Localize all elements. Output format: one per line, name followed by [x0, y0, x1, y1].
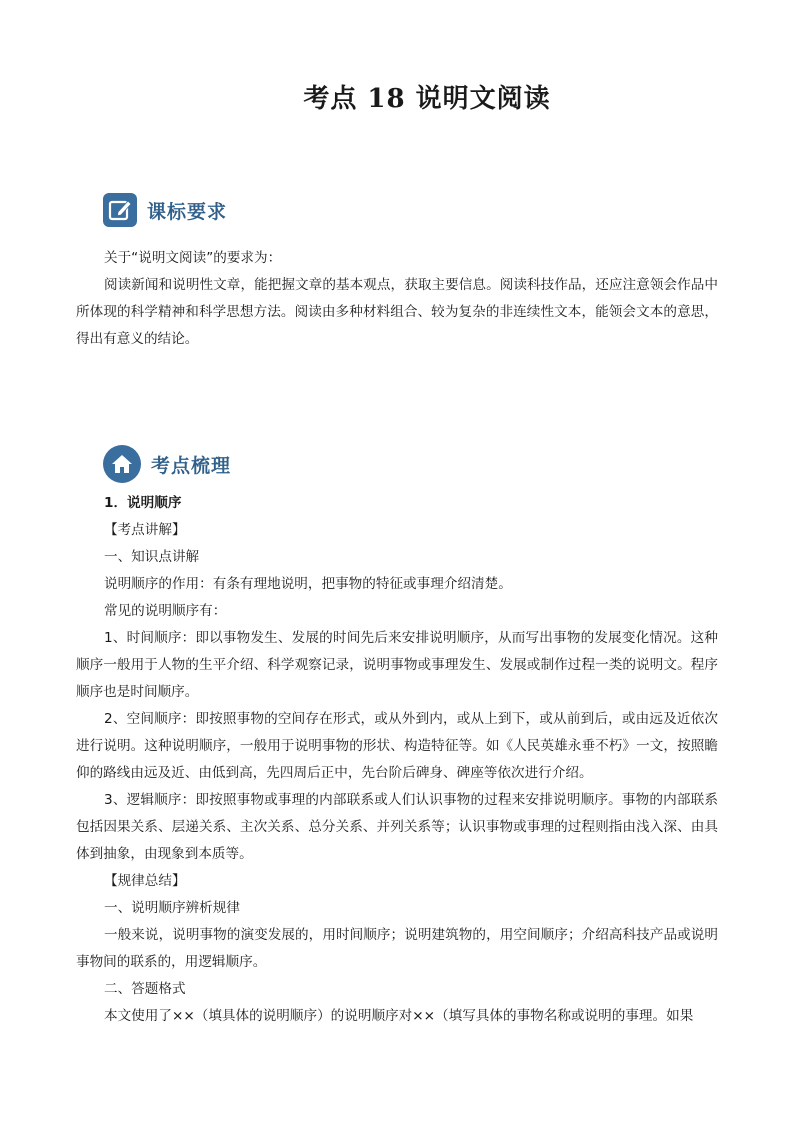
paragraph: 一般来说，说明事物的演变发展的，用时间顺序；说明建筑物的，用空间顺序；介绍高科技产品或说明事物间的联系的，用逻辑顺序。 — [76, 927, 718, 970]
paragraph: 3、逻辑顺序：即按照事物或事理的内部联系或人们认识事物的过程来安排说明顺序。事物的内部联系包括因果关系、层递关系、主次关系、总分关系、并列关系等；认识事物或事理的过程则指由浅入深、由具体到抽象，由现象到本质等。 — [76, 792, 718, 862]
subsection-heading: 1．说明顺序 — [104, 495, 182, 511]
paragraph: 本文使用了××（填具体的说明顺序）的说明顺序对××（填写具体的事物名称或说明的事理。如果 — [104, 1008, 694, 1024]
section-header-curriculum — [103, 193, 227, 227]
bracket-heading: 【考点讲解】 — [104, 522, 186, 538]
paragraph: 关于“说明文阅读”的要求为： — [104, 250, 282, 266]
paragraph: 阅读新闻和说明性文章，能把握文章的基本观点，获取主要信息。阅读科技作品，还应注意领会作品中所体现的科学精神和科学思想方法。阅读由多种材料组合、较为复杂的非连续性文本，能领会文本的意思，得出有意义的结论。 — [76, 277, 718, 347]
home-icon — [103, 445, 141, 483]
curriculum-text — [76, 245, 718, 353]
key-points-text — [76, 490, 718, 1030]
paragraph: 常见的说明顺序有： — [104, 603, 227, 619]
part-heading: 一、说明顺序辨析规律 — [104, 900, 240, 916]
paragraph: 2、空间顺序：即按照事物的空间存在形式，或从外到内，或从上到下，或从前到后，或由远及近依次进行说明。这种说明顺序，一般用于说明事物的形状、构造特征等。如《人民英雄永垂不朽》一文，按照瞻仰的路线由远及近、由低到高，先四周后正中，先台阶后碑身、碑座等依次进行介绍。 — [76, 711, 718, 781]
pencil-edit-icon — [103, 193, 137, 227]
section-label: 课标要求 — [147, 200, 228, 223]
section-header-key-points — [103, 445, 231, 483]
paragraph: 1、时间顺序：即以事物发生、发展的时间先后来安排说明顺序，从而写出事物的发展变化情况。这种顺序一般用于人物的生平介绍、科学观察记录，说明事物或事理发生、发展或制作过程一类的说明文。程序顺序也是时间顺序。 — [76, 630, 718, 700]
page-title: 考点 18 说明文阅读 — [303, 84, 551, 114]
paragraph: 说明顺序的作用：有条有理地说明，把事物的特征或事理介绍清楚。 — [104, 576, 512, 592]
part-heading: 一、知识点讲解 — [104, 549, 200, 565]
section-label: 考点梳理 — [151, 454, 232, 477]
bracket-heading: 【规律总结】 — [104, 873, 186, 889]
part-heading: 二、答题格式 — [104, 981, 186, 997]
